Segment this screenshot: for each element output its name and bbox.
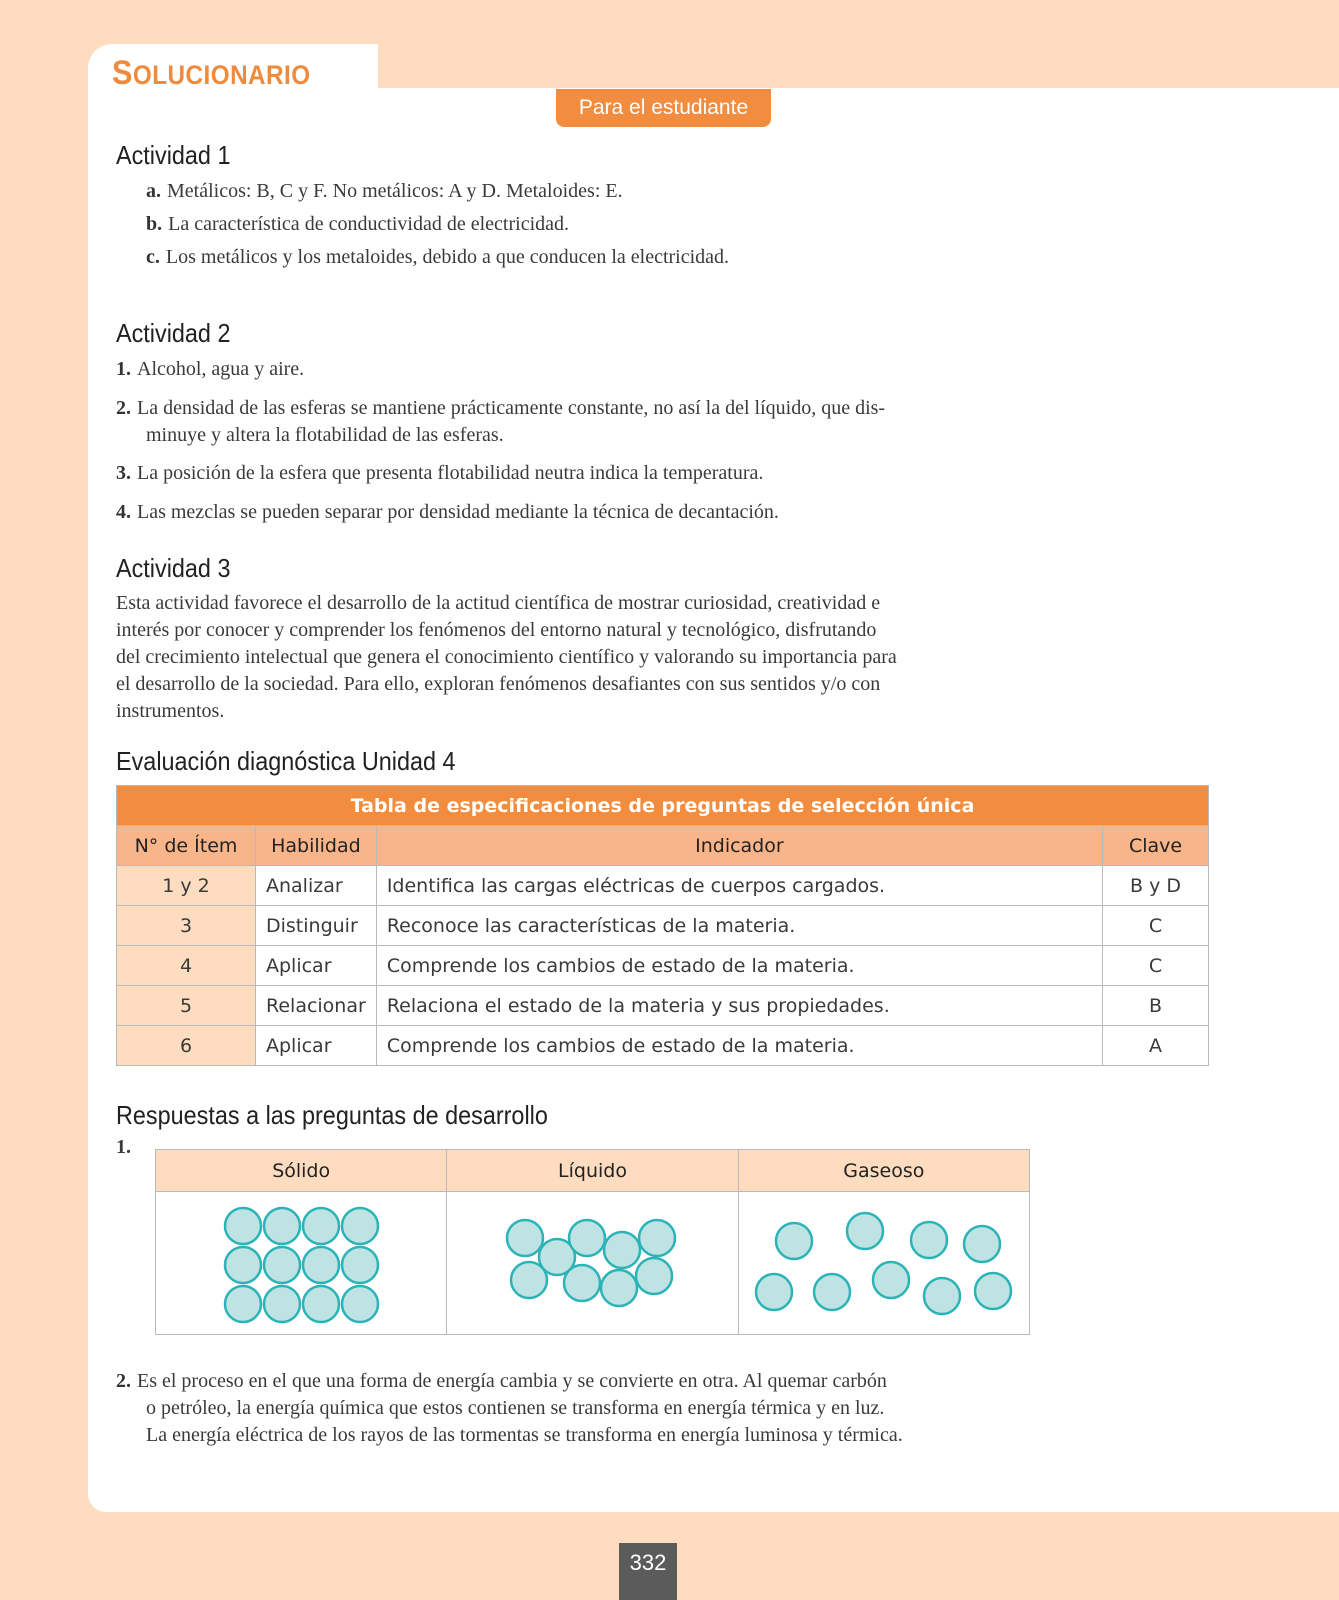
particle <box>507 1220 543 1256</box>
list-item: 3. La posición de la esfera que presenta flotabilidad neutra indica la temperatura. <box>116 462 764 484</box>
paragraph-line: interés por conocer y comprender los fenómenos del entorno natural y tecnológico, disfrutando <box>116 619 877 641</box>
list-item-continuation: o petróleo, la energía química que estos contienen se transforma en energía térmica y en luz. <box>146 1397 885 1419</box>
particle <box>601 1270 637 1306</box>
item-cell: 4 <box>117 946 256 986</box>
habilidad-cell: Aplicar <box>256 946 377 986</box>
gas-illustration <box>738 1192 1029 1335</box>
habilidad-cell: Analizar <box>256 866 377 906</box>
particle <box>636 1258 672 1294</box>
desarrollo-title: Respuestas a las preguntas de desarrollo <box>116 1100 548 1130</box>
particle <box>225 1208 261 1244</box>
paragraph-line: Esta actividad favorece el desarrollo de la actitud científica de mostrar curiosidad, creatividad e <box>116 592 881 614</box>
item-cell: 3 <box>117 906 256 946</box>
habilidad-cell: Relacionar <box>256 986 377 1026</box>
solid-illustration <box>156 1192 447 1335</box>
table-row <box>117 1026 1209 1066</box>
particle <box>639 1220 675 1256</box>
table-row <box>117 866 1209 906</box>
particle <box>756 1274 792 1310</box>
particle <box>303 1208 339 1244</box>
list-item: c. Los metálicos y los metaloides, debido a que conducen la electricidad. <box>146 246 730 268</box>
list-item: 4. Las mezclas se pueden separar por densidad mediante la técnica de decantación. <box>116 501 779 523</box>
clave-cell: C <box>1103 946 1209 986</box>
particle <box>303 1286 339 1322</box>
gas-particles <box>739 1192 1029 1334</box>
table-row <box>117 986 1209 1026</box>
particle <box>814 1274 850 1310</box>
particle <box>564 1265 600 1301</box>
liquid-illustration <box>447 1192 738 1335</box>
particle <box>264 1208 300 1244</box>
list-item: a. Metálicos: B, C y F. No metálicos: A y D. Metaloides: E. <box>146 180 623 202</box>
particle <box>924 1278 960 1314</box>
page-number: 332 <box>619 1543 677 1600</box>
item-cell: 1 y 2 <box>117 866 256 906</box>
list-item-continuation: La energía eléctrica de los rayos de las tormentas se transforma en energía luminosa y térmica. <box>146 1424 903 1446</box>
list-item: 2. Es el proceso en el que una forma de energía cambia y se convierte en otra. Al quemar carbón <box>116 1370 887 1392</box>
table-row <box>117 906 1209 946</box>
clave-cell: A <box>1103 1026 1209 1066</box>
liquid-particles <box>447 1192 737 1334</box>
indicador-cell: Comprende los cambios de estado de la materia. <box>376 1026 1102 1066</box>
column-header-item: N° de Ítem <box>117 826 256 866</box>
evaluacion-title: Evaluación diagnóstica Unidad 4 <box>116 746 456 776</box>
clave-cell: B y D <box>1103 866 1209 906</box>
particle <box>264 1247 300 1283</box>
states-of-matter-table <box>155 1149 1030 1335</box>
actividad2-title: Actividad 2 <box>116 318 231 348</box>
table-caption: Tabla de especificaciones de preguntas de selección única <box>117 786 1209 826</box>
particle <box>342 1208 378 1244</box>
particle <box>342 1247 378 1283</box>
clave-cell: B <box>1103 986 1209 1026</box>
paragraph-line: el desarrollo de la sociedad. Para ello, exploran fenómenos desafiantes con sus sentidos y/o con <box>116 673 881 695</box>
particle <box>975 1273 1011 1309</box>
list-item: 2. La densidad de las esferas se mantiene prácticamente constante, no así la del líquido, que dis- <box>116 397 886 419</box>
particle <box>342 1286 378 1322</box>
item1-label: 1. <box>116 1136 131 1158</box>
indicador-cell: Identifica las cargas eléctricas de cuerpos cargados. <box>376 866 1102 906</box>
state-header-liquid: Líquido <box>447 1150 738 1192</box>
clave-cell: C <box>1103 906 1209 946</box>
paragraph-line: del crecimiento intelectual que genera el conocimiento científico y valorando su importancia para <box>116 646 897 668</box>
particle <box>225 1247 261 1283</box>
actividad3-title: Actividad 3 <box>116 553 231 583</box>
indicador-cell: Comprende los cambios de estado de la materia. <box>376 946 1102 986</box>
particle <box>604 1232 640 1268</box>
indicador-cell: Reconoce las características de la materia. <box>376 906 1102 946</box>
particle <box>511 1262 547 1298</box>
particle <box>911 1222 947 1258</box>
paragraph-line: instrumentos. <box>116 700 225 722</box>
state-header-solid: Sólido <box>156 1150 447 1192</box>
table-row <box>117 946 1209 986</box>
specifications-table <box>116 785 1209 1066</box>
particle <box>569 1220 605 1256</box>
item-cell: 5 <box>117 986 256 1026</box>
particle <box>264 1286 300 1322</box>
particle <box>303 1247 339 1283</box>
solid-particles <box>156 1192 446 1334</box>
item-cell: 6 <box>117 1026 256 1066</box>
particle <box>776 1223 812 1259</box>
list-item-continuation: minuye y altera la flotabilidad de las esferas. <box>146 424 504 446</box>
particle <box>225 1286 261 1322</box>
particle <box>847 1213 883 1249</box>
indicador-cell: Relaciona el estado de la materia y sus propiedades. <box>376 986 1102 1026</box>
list-item: b. La característica de conductividad de electricidad. <box>146 213 570 235</box>
actividad1-title: Actividad 1 <box>116 140 231 170</box>
particle <box>964 1226 1000 1262</box>
habilidad-cell: Aplicar <box>256 1026 377 1066</box>
particle <box>873 1262 909 1298</box>
brand-title: SOLUCIONARIO <box>112 54 311 92</box>
list-item: 1. Alcohol, agua y aire. <box>116 358 305 380</box>
column-header-clave: Clave <box>1103 826 1209 866</box>
column-header-indicador: Indicador <box>376 826 1102 866</box>
column-header-habilidad: Habilidad <box>256 826 377 866</box>
student-badge: Para el estudiante <box>556 89 771 127</box>
state-header-gas: Gaseoso <box>738 1150 1029 1192</box>
habilidad-cell: Distinguir <box>256 906 377 946</box>
